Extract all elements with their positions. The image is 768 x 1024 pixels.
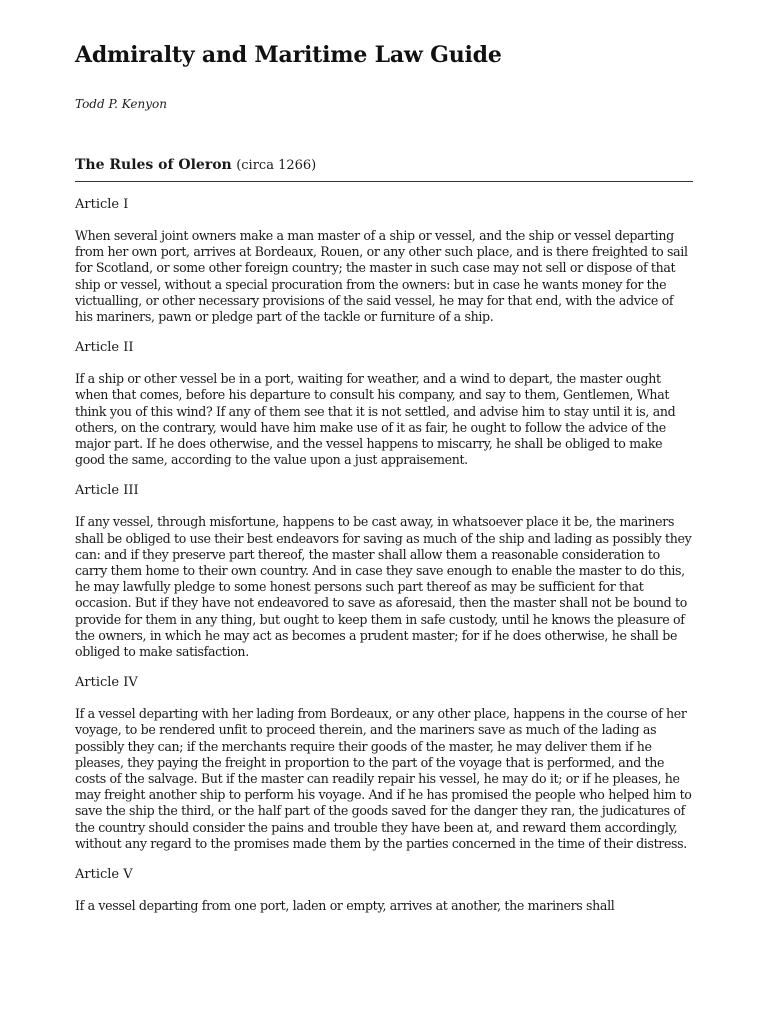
article-heading: Article I — [75, 197, 129, 212]
article-body: If a vessel departing with her lading from Bordeaux, or any other place, happens in the course of her voyage, to be rendered unfit to proceed therein, and the mariners save as much of the lading as possibly they can; if the merchants require their goods of the master, he may deliver them if he pleases, they paying the freight in proportion to the part of the voyage that is performed, and the costs of the salvage. But if the master can readily repair his vessel, he may do it; or if he pleases, he may freight another ship to perform his voyage. And if he has promised the people who helped him to save the ship the third, or the half part of the goods saved for the danger they ran, the judicatures of the country should consider the pains and trouble they have been at, and reward them accordingly, without any regard to the promises made them by the parties concerned in the time of their distress. — [75, 706, 692, 851]
article-heading: Article III — [75, 483, 139, 499]
author-name: Todd P. Kenyon — [75, 97, 167, 111]
article-body: When several joint owners make a man master of a ship or vessel, and the ship or vessel departing from her own port, arrives at Bordeaux, Rouen, or any other such place, and is there freighted to sail for Scotland, or some other foreign country; the master in such case may not sell or dispose of that ship or vessel, without a special procuration from the owners: but in case he wants money for the victualling, or other necessary provisions of the said vessel, he may for that end, with the advice of his mariners, pawn or pledge part of the tackle or furniture of a ship. — [75, 228, 688, 325]
document-title: Admiralty and Maritime Law Guide — [75, 42, 502, 68]
section-heading — [75, 155, 693, 182]
article — [75, 675, 693, 852]
article-body: If a ship or other vessel be in a port, waiting for weather, and a wind to depart, the master ought when that comes, before his departure to consult his company, and say to them, Gentlemen, What think you of this wind? If any of them see that it is not settled, and advise him to stay until it is, and others, on the contrary, would have him make use of it as fair, he ought to follow the advice of the major part. If he does otherwise, and the vessel happens to miscarry, he shall be obliged to make good the same, according to the value upon a just appraisement. — [75, 371, 676, 468]
article-heading: Article V — [75, 867, 133, 883]
article — [75, 197, 693, 325]
article — [75, 867, 693, 914]
article — [75, 340, 693, 468]
article-heading: Article IV — [75, 675, 138, 691]
article-body: If a vessel departing from one port, laden or empty, arrives at another, the mariners shall — [75, 898, 615, 914]
section-subtitle: (circa 1266) — [236, 158, 317, 173]
article-body: If any vessel, through misfortune, happens to be cast away, in whatsoever place it be, the mariners shall be obliged to use their best endeavors for saving as much of the ship and lading as possibly they can: and if they preserve part thereof, the master shall allow them a reasonable consideration to carry them home to their own country. And in case they save enough to enable the master to do this, he may lawfully pledge to some honest persons such part thereof as may be sufficient for that occasion. But if they have not endeavored to save as aforesaid, then the master shall not be bound to provide for them in any thing, but ought to keep them in safe custody, until he knows the pleasure of the owners, in which he may act as becomes a prudent master; for if he does otherwise, he shall be obliged to make satisfaction. — [75, 514, 692, 660]
article-heading: Article II — [75, 340, 134, 356]
section-title: The Rules of Oleron — [75, 157, 232, 173]
article — [75, 483, 693, 660]
